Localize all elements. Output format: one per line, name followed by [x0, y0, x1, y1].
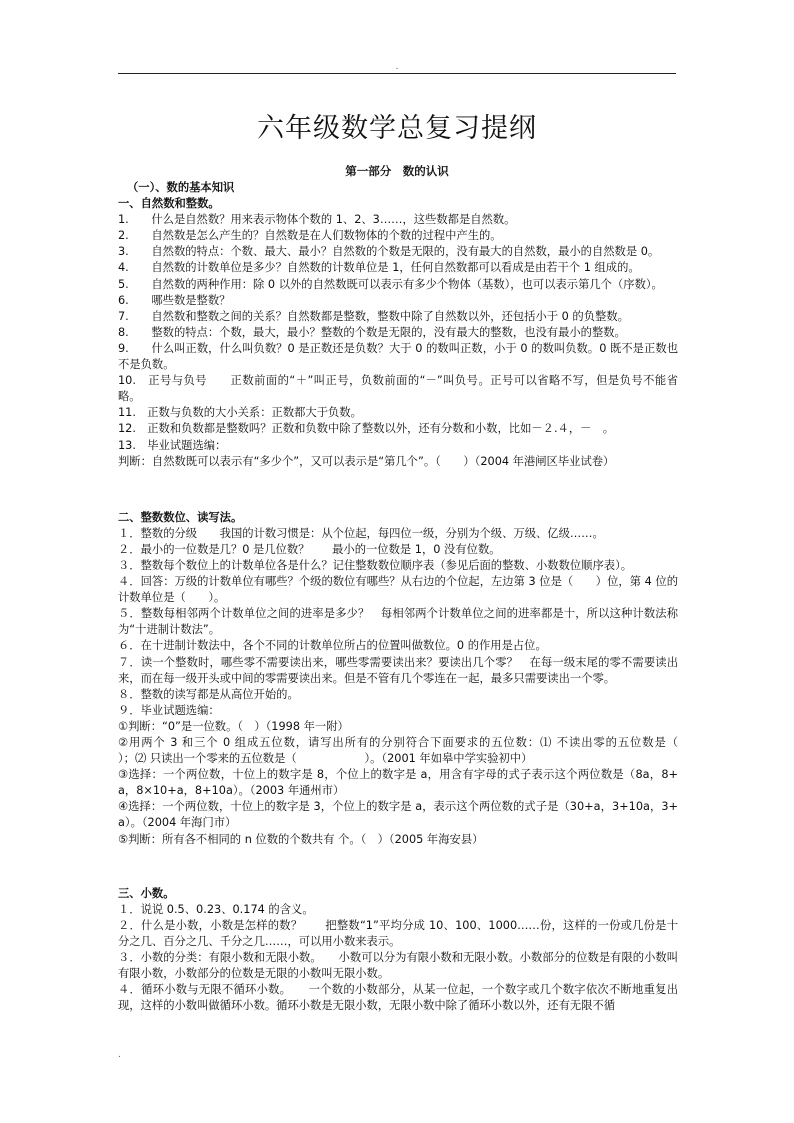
paragraph-line: ⑤判断：所有各不相同的 n 位数的个数共有 个。（ ）（2005 年海安县）: [118, 832, 484, 846]
paragraph-line: 7. 自然数和整数之间的关系？自然数都是整数，整数中除了自然数以外，还包括小于 0 的负整数。: [118, 309, 629, 323]
paragraph-line: 11. 正数与负数的大小关系：正数都大于负数。: [118, 406, 362, 420]
paragraph-line: ８．整数的读写都是从高位开始的。: [118, 687, 299, 701]
footer-mark: .: [118, 1050, 121, 1060]
header-mark: .: [395, 62, 399, 72]
header-rule: [118, 73, 676, 74]
paragraph-line: 1. 什么是自然数？用来表示物体个数的 1、2、3……，这些数都是自然数。: [118, 213, 516, 227]
paragraph-line: ３．小数的分类：有限小数和无限小数。 小数可以分为有限小数和无限小数。小数部分的位数是有限的小数叫有限小数，小数部分的位数是无限的小数叫无限小数。: [118, 951, 678, 981]
paragraph-line: ４．循环小数与无限不循环小数。 一个数的小数部分，从某一位起，一个数字或几个数字依次不断地重复出现，这样的小数叫做循环小数。循环小数是无限小数，无限小数中除了循环小数以外，还有无限不循: [118, 983, 678, 1013]
paragraph-line: ④选择：一个两位数，十位上的数字是 3，个位上的数字是 a，表示这个两位数的式子是（30+a，3+10a，3+a）。（2004 年海门市）: [118, 800, 678, 830]
part-title: 第一部分 数的认识: [345, 164, 449, 178]
spacer: [118, 848, 678, 886]
section-heading-3: 三、小数。: [118, 886, 175, 900]
subsection-heading: （一）、数的基本知识: [127, 181, 235, 194]
paragraph-line: ７．读一个整数时，哪些零不需要读出来，哪些零需要读出来？要读出几个零？ 在每一级末尾的零不需要读出来，而在每一级开头或中间的零需要读出来。但是不管有几个零连在一起，最多只需要读出一个零。: [118, 655, 678, 685]
paragraph-line: １．整数的分级 我国的计数习惯是：从个位起，每四位一级，分别为个级、万级、亿级……。: [118, 526, 604, 540]
paragraph-line: 2. 自然数是怎么产生的？自然数是在人们数物体的个数的过程中产生的。: [118, 229, 502, 243]
section-1-lines: [118, 212, 678, 470]
paragraph-line: ②用两个 3 和三个 0 组成五位数，请写出所有的分别符合下面要求的五位数：⑴ 不读出零的五位数是（ ）；⑵ 只读出一个零来的五位数是（ ）。（2001 年如皋中学实验初中）: [118, 736, 758, 766]
paragraph-line: 判断：自然数既可以表示有“多少个”，又可以表示是“第几个”。（ ）（2004 年港闸区毕业试卷）: [118, 454, 615, 468]
paragraph-line: 6. 哪些数是整数？: [118, 293, 231, 307]
paragraph-line: 12. 正数和负数都是整数吗？正数和负数中除了整数以外，还有分数和小数，比如－２.４，－ 。: [118, 422, 615, 436]
section-3-lines: [118, 902, 678, 1015]
paragraph-line: ２．什么是小数，小数是怎样的数？ 把整数“1”平均分成 10、100、1000……份，这样的一份或几份是十分之几、百分之几、千分之几……，可以用小数来表示。: [118, 918, 678, 948]
paragraph-line: 9. 什么叫正数，什么叫负数？0 是正数还是负数？大于 0 的数叫正数，小于 0 的数叫负数。0 既不是正数也不是负数。: [118, 341, 678, 372]
section-heading-1: 一、自然数和整数。: [118, 197, 220, 211]
paragraph-line: 13. 毕业试题选编：: [118, 438, 227, 452]
paragraph-line: 10. 正号与负号 正数前面的“＋”叫正号，负数前面的“－”叫负号。正号可以省略不写，但是负号不能省略。: [118, 374, 678, 404]
paragraph-line: ２．最小的一位数是几？0 是几位数？ 最小的一位数是 1，0 没有位数。: [118, 542, 501, 556]
document-title: 六年级数学总复习提纲: [257, 113, 537, 144]
paragraph-line: ６．在十进制计数法中，各个不同的计数单位所占的位置叫做数位。0 的作用是占位。: [118, 639, 547, 653]
document-body: [118, 180, 758, 1014]
paragraph-line: ９．毕业试题选编：: [118, 703, 220, 717]
spacer: [118, 470, 678, 510]
section-heading-2: 二、整数数位、读写法。: [118, 510, 243, 524]
paragraph-line: ③选择：一个两位数，十位上的数字是 8，个位上的数字是 a，用含有字母的式子表示这个两位数是（8a，8+a，8×10+a，8+10a）。（2003 年通州市）: [118, 768, 678, 798]
paragraph-line: ①判断：“0”是一位数。（ ）（1998 年一附）: [118, 719, 349, 733]
paragraph-line: ５．整数每相邻两个计数单位之间的进率是多少？ 每相邻两个计数单位之间的进率都是十，所以这种计数法称为“十进制计数法”。: [118, 607, 678, 637]
paragraph-line: ４．回答：万级的计数单位有哪些？个级的数位有哪些？从右边的个位起，左边第 3 位是（ ）位，第 4 位的计数单位是（ ）。: [118, 575, 678, 605]
paragraph-line: ３．整数每个数位上的计数单位各是什么？记住整数数位顺序表（参见后面的整数、小数数位顺序表）。: [118, 558, 633, 572]
paragraph-line: 5. 自然数的两种作用：除 0 以外的自然数既可以表示有多少个物体（基数），也可以表示第几个（序数）。: [118, 277, 663, 291]
paragraph-line: 3. 自然数的特点：个数、最大、最小？自然数的个数是无限的，没有最大的自然数，最小的自然数是 0。: [118, 245, 660, 259]
section-2-lines: [118, 526, 758, 848]
paragraph-line: １．说说 0.5、0.23、0.174 的含义。: [118, 902, 314, 916]
paragraph-line: 4. 自然数的计数单位是多少？自然数的计数单位是 1，任何自然数都可以看成是由若干个 1 组成的。: [118, 261, 640, 275]
paragraph-line: 8. 整数的特点：个数，最大，最小？整数的个数是无限的，没有最大的整数，也没有最小的整数。: [118, 325, 626, 339]
